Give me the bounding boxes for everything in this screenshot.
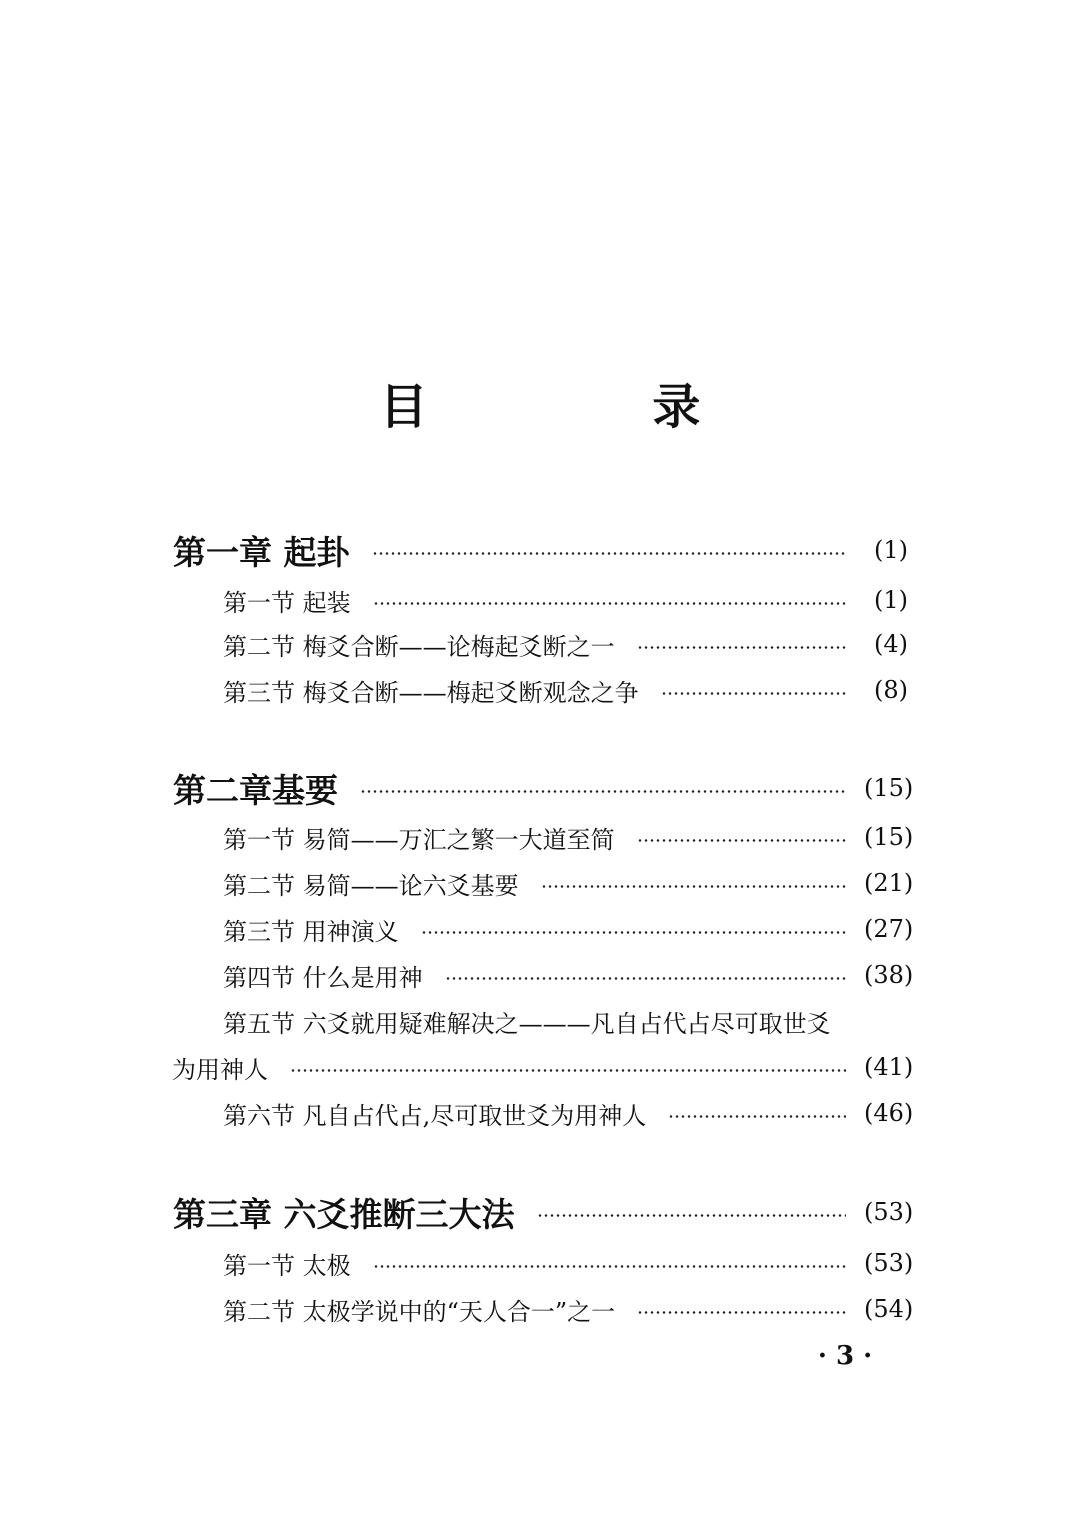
dot-leader — [360, 790, 846, 793]
toc-section-3-2[interactable] — [0, 1287, 1080, 1331]
toc-entry-label: 第二节 梅爻合断——论梅起爻断之一 — [223, 632, 615, 661]
toc-page-ref: (54) — [864, 1295, 914, 1323]
toc-page-ref: (8) — [874, 676, 908, 704]
toc-chapter-3[interactable] — [0, 1190, 1080, 1234]
toc-page-ref: (41) — [864, 1053, 914, 1081]
dot-leader — [637, 1311, 846, 1314]
toc-page-ref: (27) — [864, 915, 914, 943]
toc-page-ref: (53) — [864, 1249, 914, 1277]
toc-entry-label: 第三章 六爻推断三大法 — [173, 1194, 515, 1234]
dot-leader — [637, 646, 846, 649]
toc-entry-label: 第六节 凡自占代占,尽可取世爻为用神人 — [223, 1101, 647, 1130]
toc-chapter-1[interactable] — [0, 528, 1080, 572]
toc-page-ref: (38) — [864, 961, 914, 989]
dot-leader — [541, 885, 846, 888]
toc-section-3-1[interactable] — [0, 1241, 1080, 1285]
toc-page-ref: (15) — [864, 823, 914, 851]
dot-leader — [290, 1069, 846, 1072]
toc-section-2-6[interactable] — [0, 1091, 1080, 1135]
toc-section-1-3[interactable] — [0, 668, 1080, 712]
dot-leader — [373, 602, 846, 605]
toc-chapter-2[interactable] — [0, 766, 1080, 810]
toc-page-ref: (1) — [874, 586, 908, 614]
toc-page-ref: (1) — [874, 536, 908, 564]
toc-entry-label: 第一节 易简——万汇之繁一大道至简 — [223, 825, 615, 854]
dot-leader — [445, 977, 846, 980]
dot-leader — [372, 552, 847, 555]
toc-section-2-1[interactable] — [0, 815, 1080, 859]
dot-leader — [373, 1265, 846, 1268]
toc-entry-label: 第四节 什么是用神 — [223, 963, 423, 992]
toc-entry-label: 第二章基要 — [173, 770, 338, 810]
dot-leader — [537, 1214, 847, 1217]
toc-entry-label: 第一节 太极 — [223, 1251, 351, 1280]
toc-entry-label: 第三节 用神演义 — [223, 917, 399, 946]
toc-page-ref: (15) — [864, 774, 914, 802]
toc-page-ref: (53) — [864, 1198, 914, 1226]
toc-section-2-5-line1[interactable]: 第五节 六爻就用疑难解决之———凡自占代占尽可取世爻 — [223, 1009, 831, 1038]
toc-section-2-4[interactable] — [0, 953, 1080, 997]
toc-section-2-3[interactable] — [0, 907, 1080, 951]
page-number: · 3 · — [817, 1341, 873, 1371]
toc-entry-label: 第一章 起卦 — [173, 532, 350, 572]
toc-page-ref: (4) — [874, 630, 908, 658]
toc-entry-label: 第一节 起装 — [223, 588, 351, 617]
dot-leader — [637, 839, 846, 842]
toc-entry-label: 第二节 易简——论六爻基要 — [223, 871, 519, 900]
dot-leader — [668, 1115, 846, 1118]
toc-section-2-5-line2[interactable] — [0, 1045, 1080, 1089]
toc-section-2-2[interactable] — [0, 861, 1080, 905]
page-title: 目 录 — [379, 379, 805, 435]
toc-page-ref: (21) — [864, 869, 914, 897]
toc-entry-label: 第二节 太极学说中的“天人合一”之一 — [223, 1297, 616, 1326]
dot-leader — [421, 931, 846, 934]
toc-entry-label: 为用神人 — [172, 1055, 268, 1084]
dot-leader — [661, 692, 846, 695]
toc-section-1-2[interactable] — [0, 622, 1080, 666]
toc-section-1-1[interactable] — [0, 578, 1080, 622]
toc-page-ref: (46) — [864, 1099, 914, 1127]
toc-entry-label: 第三节 梅爻合断——梅起爻断观念之争 — [223, 678, 639, 707]
